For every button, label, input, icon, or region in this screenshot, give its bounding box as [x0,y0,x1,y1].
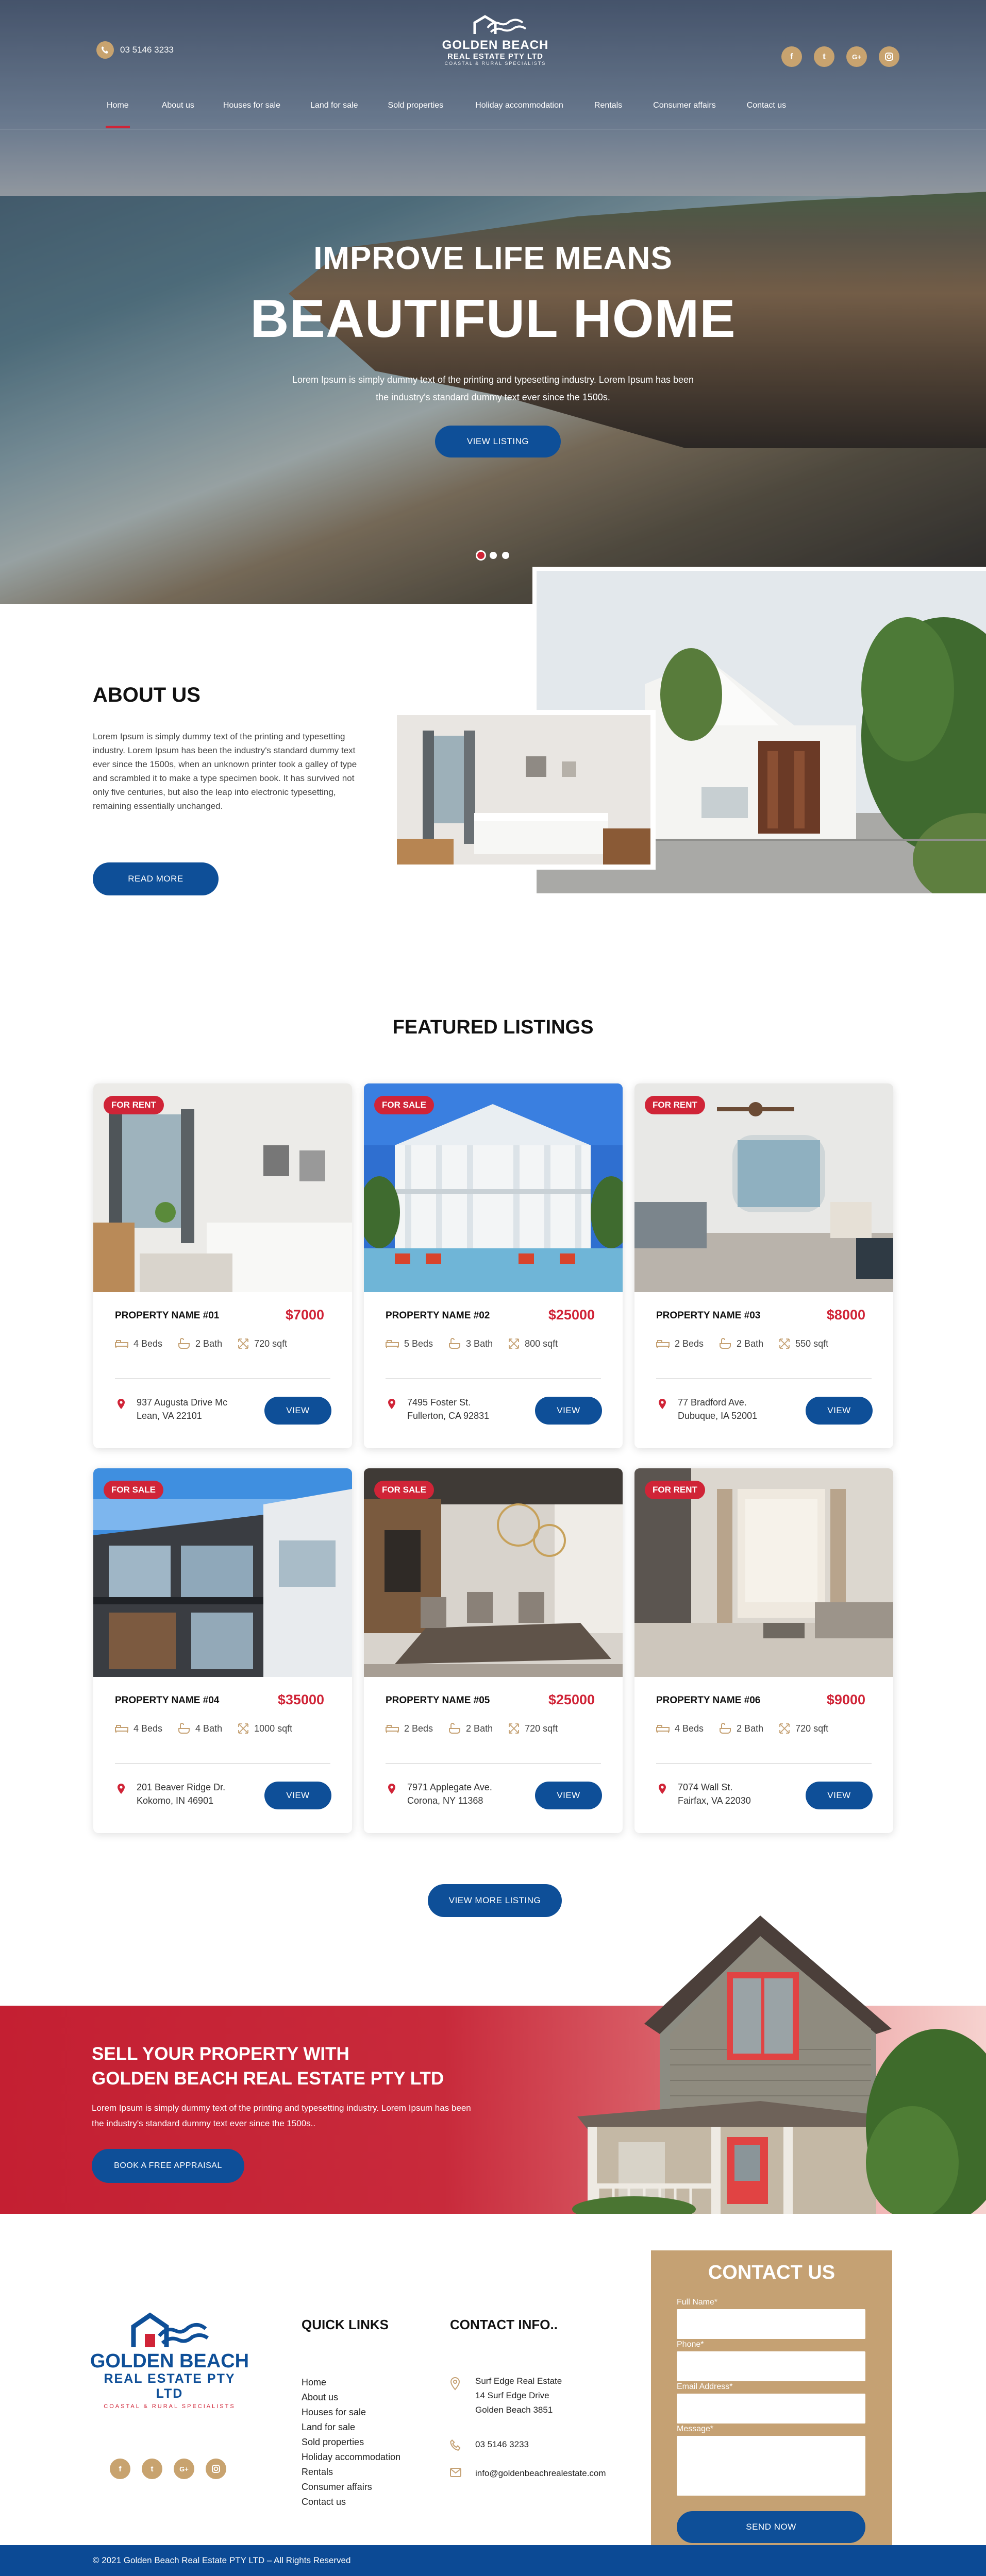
listing-address: 201 Beaver Ridge Dr. Kokomo, IN 46901 [137,1782,226,1806]
listing-view-button[interactable]: VIEW [535,1782,602,1809]
message-label: Message* [677,2425,714,2433]
google-plus-icon[interactable]: G+ [174,2459,194,2479]
sell-banner [0,2006,986,2214]
nav-houses-for-sale[interactable]: Houses for sale [223,101,281,110]
listing-baths: 2 Bath [195,1338,223,1349]
bed-icon [656,1724,670,1733]
sell-title [92,2042,444,2091]
listing-address: 7074 Wall St. Fairfax, VA 22030 [678,1782,751,1806]
listing-card[interactable] [364,1083,623,1448]
social-links [781,46,899,67]
instagram-icon[interactable] [879,46,899,67]
listing-status-badge: FOR RENT [104,1096,164,1114]
listing-baths: 3 Bath [466,1338,493,1349]
nav-consumer-affairs[interactable]: Consumer affairs [653,101,716,110]
contact-address: Surf Edge Real Estate 14 Surf Edge Drive Golden Beach 3851 [475,2376,562,2415]
listing-divider [656,1763,872,1764]
listing-divider [386,1763,601,1764]
listing-features [115,1338,287,1349]
bath-icon [178,1723,190,1734]
quick-link[interactable]: Consumer affairs [302,2482,372,2492]
listing-features [115,1723,292,1734]
about-bedroom-photo [392,710,656,870]
bed-icon [656,1339,670,1348]
nav-home[interactable]: Home [107,101,129,110]
slider-dot[interactable] [502,552,509,559]
nav-sold-properties[interactable]: Sold properties [388,101,444,110]
contact-phone[interactable]: 03 5146 3233 [475,2439,529,2449]
footer-logo-subtitle: REAL ESTATE PTY LTD [104,2371,236,2401]
area-icon [238,1338,249,1349]
footer-logo-tagline: COASTAL & RURAL SPECIALISTS [104,2403,236,2410]
location-pin-icon [450,2377,460,2391]
read-more-button[interactable]: READ MORE [93,862,219,895]
logo-subtitle: REAL ESTATE PTY LTD [447,52,543,61]
quick-link[interactable]: Holiday accommodation [302,2452,401,2462]
nav-holiday-accommodation[interactable]: Holiday accommodation [475,101,563,110]
listing-price: $7000 [285,1307,324,1323]
listing-baths: 4 Bath [195,1723,223,1734]
sell-text: Lorem Ipsum is simply dummy text of the printing and typesetting industry. Lorem Ipsum has been the industry's standard dummy text ever since the 1500s.. [92,2103,471,2128]
bath-icon [448,1338,461,1349]
twitter-icon[interactable]: t [814,46,834,67]
bed-icon [115,1339,128,1348]
listing-name[interactable]: PROPERTY NAME #04 [115,1695,220,1706]
email-icon [450,2468,461,2477]
listing-name[interactable]: PROPERTY NAME #03 [656,1310,761,1321]
listing-area: 550 sqft [795,1338,829,1349]
hero-slider-dots [477,552,509,559]
copyright-bar [0,2545,986,2576]
hero-title-line1: IMPROVE LIFE MEANS [313,241,673,276]
listing-address: 7971 Applegate Ave. Corona, NY 11368 [407,1782,492,1806]
quick-link[interactable]: Houses for sale [302,2407,366,2417]
listing-area: 720 sqft [254,1338,288,1349]
logo-house-wave-icon [118,2311,221,2348]
facebook-icon[interactable]: f [781,46,802,67]
quick-link[interactable]: About us [302,2392,339,2402]
hero-section [0,0,986,604]
bath-icon [448,1723,461,1734]
quick-links-title: QUICK LINKS [302,2317,389,2332]
listing-features [656,1338,828,1349]
listing-name[interactable]: PROPERTY NAME #02 [386,1310,490,1321]
listing-photo[interactable] [364,1083,623,1292]
listing-name[interactable]: PROPERTY NAME #05 [386,1695,490,1706]
listing-divider [115,1763,330,1764]
listing-area: 720 sqft [795,1723,829,1734]
book-appraisal-button[interactable]: BOOK A FREE APPRAISAL [92,2149,244,2183]
nav-rentals[interactable]: Rentals [594,101,623,110]
send-now-button[interactable]: SEND NOW [677,2511,865,2543]
listing-view-button[interactable]: VIEW [535,1397,602,1425]
listing-status-badge: FOR SALE [374,1096,434,1114]
quick-link[interactable]: Contact us [302,2497,346,2507]
area-icon [508,1338,520,1349]
sell-title-line1: SELL YOUR PROPERTY WITH [92,2044,349,2064]
area-icon [779,1338,790,1349]
email-label: Email Address* [677,2382,733,2391]
copyright-text: © 2021 Golden Beach Real Estate PTY LTD – All Rights Reserved [93,2555,351,2565]
slider-dot[interactable] [477,552,484,559]
listing-beds: 4 Beds [133,1338,163,1349]
twitter-icon[interactable]: t [142,2459,162,2479]
bath-icon [719,1338,731,1349]
quick-link[interactable]: Rentals [302,2467,333,2477]
location-pin-icon [388,1398,396,1410]
listings-title: FEATURED LISTINGS [392,1016,594,1038]
listing-features [656,1723,828,1734]
contact-form [651,2250,892,2560]
listing-features [386,1338,558,1349]
location-pin-icon [658,1398,666,1410]
listing-view-button[interactable]: VIEW [806,1397,873,1425]
listing-card[interactable] [364,1468,623,1833]
listing-divider [656,1378,872,1379]
bed-icon [386,1339,399,1348]
phone-label: Phone* [677,2340,704,2349]
logo-title: GOLDEN BEACH [442,38,549,52]
listing-price: $25000 [548,1692,595,1707]
listing-card[interactable] [634,1468,893,1833]
listing-photo[interactable] [634,1083,893,1292]
listing-beds: 5 Beds [404,1338,433,1349]
listing-divider [115,1378,330,1379]
logo-house-wave-icon [457,13,534,36]
quick-link[interactable]: Home [302,2377,327,2387]
area-icon [508,1723,520,1734]
listing-status-badge: FOR SALE [104,1481,163,1499]
bed-icon [115,1724,128,1733]
about-text: Lorem Ipsum is simply dummy text of the printing and typesetting industry. Lorem Ipsum has been the industry's standard dummy text ever since the 1500s, when an unknown printer took a galley of type and scrambled it to make a type specimen book. It has survived not only five centuries, but also the leap into electronic typesetting, remaining essentially unchanged. [93,732,357,811]
contact-info-title: CONTACT INFO.. [450,2317,558,2332]
hero-text: Lorem Ipsum is simply dummy text of the printing and typesetting industry. Lorem Ipsum has been the industry's standard dummy text ever since the 1500s. [292,375,694,402]
listing-view-button[interactable]: VIEW [806,1782,873,1809]
listing-area: 800 sqft [525,1338,558,1349]
listing-name[interactable]: PROPERTY NAME #01 [115,1310,220,1321]
nav-contact-us[interactable]: Contact us [746,101,787,110]
google-plus-icon[interactable]: G+ [846,46,867,67]
phone-input[interactable] [677,2351,865,2381]
listing-card[interactable] [93,1083,352,1448]
listing-photo[interactable] [364,1468,623,1677]
message-textarea[interactable] [677,2436,865,2496]
view-more-listing-button[interactable]: VIEW MORE LISTING [428,1884,562,1917]
listing-photo[interactable] [634,1468,893,1677]
location-pin-icon [658,1783,666,1794]
listing-status-badge: FOR RENT [645,1481,705,1499]
listing-status-badge: FOR RENT [645,1096,705,1114]
footer-social-links [110,2459,226,2479]
email-input[interactable] [677,2394,865,2424]
listing-photo[interactable] [93,1083,352,1292]
listing-beds: 2 Beds [675,1338,704,1349]
listing-card[interactable] [634,1083,893,1448]
bath-icon [178,1338,190,1349]
view-listing-button[interactable]: VIEW LISTING [435,426,561,457]
quick-link[interactable]: Land for sale [302,2422,356,2432]
location-pin-icon [117,1398,125,1410]
area-icon [779,1723,790,1734]
listing-beds: 2 Beds [404,1723,433,1734]
sell-title-line2: GOLDEN BEACH REAL ESTATE PTY LTD [92,2069,444,2089]
footer-logo[interactable] [90,2311,249,2410]
listing-divider [386,1378,601,1379]
main-nav [107,101,786,110]
quick-link[interactable]: Sold properties [302,2437,364,2447]
bath-icon [719,1723,731,1734]
listing-card[interactable] [93,1468,352,1833]
quick-links-list [302,2375,400,2510]
contact-email[interactable]: info@goldenbeachrealestate.com [475,2468,606,2478]
listing-price: $9000 [826,1692,865,1707]
nav-land-for-sale[interactable]: Land for sale [310,101,358,110]
nav-about-us[interactable]: About us [161,101,194,110]
header-phone[interactable] [96,41,174,59]
listing-area: 720 sqft [525,1723,558,1734]
listing-baths: 2 Bath [737,1338,764,1349]
hero-title-line2: BEAUTIFUL HOME [250,289,736,349]
listing-address: 7495 Foster St. Fullerton, CA 92831 [407,1397,490,1421]
listing-name[interactable]: PROPERTY NAME #06 [656,1695,761,1706]
bed-icon [386,1724,399,1733]
facebook-icon[interactable]: f [110,2459,130,2479]
area-icon [238,1723,249,1734]
listing-view-button[interactable]: VIEW [264,1397,331,1425]
listing-price: $35000 [277,1692,324,1707]
listing-features [386,1723,558,1734]
location-pin-icon [117,1783,125,1794]
listing-beds: 4 Beds [675,1723,704,1734]
phone-icon [96,41,114,59]
listing-beds: 4 Beds [133,1723,163,1734]
about-title: ABOUT US [93,684,200,706]
listing-status-badge: FOR SALE [374,1481,434,1499]
listing-view-button[interactable]: VIEW [264,1782,331,1809]
phone-icon [450,2439,461,2451]
site-logo[interactable] [436,13,555,66]
instagram-icon[interactable] [206,2459,226,2479]
footer-logo-title: GOLDEN BEACH [90,2350,249,2372]
full-name-label: Full Name* [677,2298,718,2307]
logo-tagline: COASTAL & RURAL SPECIALISTS [444,61,546,66]
listing-baths: 2 Bath [737,1723,764,1734]
sell-house-image [557,1895,986,2214]
full-name-input[interactable] [677,2309,865,2339]
listing-price: $8000 [826,1307,865,1323]
location-pin-icon [388,1783,396,1794]
slider-dot[interactable] [490,552,497,559]
contact-form-title: CONTACT US [708,2262,835,2283]
listing-area: 1000 sqft [254,1723,293,1734]
listing-baths: 2 Bath [466,1723,493,1734]
listing-address: 77 Bradford Ave. Dubuque, IA 52001 [678,1397,758,1421]
listing-address: 937 Augusta Drive Mc Lean, VA 22101 [137,1397,228,1421]
listing-photo[interactable] [93,1468,352,1677]
listing-price: $25000 [548,1307,595,1323]
header-phone-number: 03 5146 3233 [120,45,174,55]
